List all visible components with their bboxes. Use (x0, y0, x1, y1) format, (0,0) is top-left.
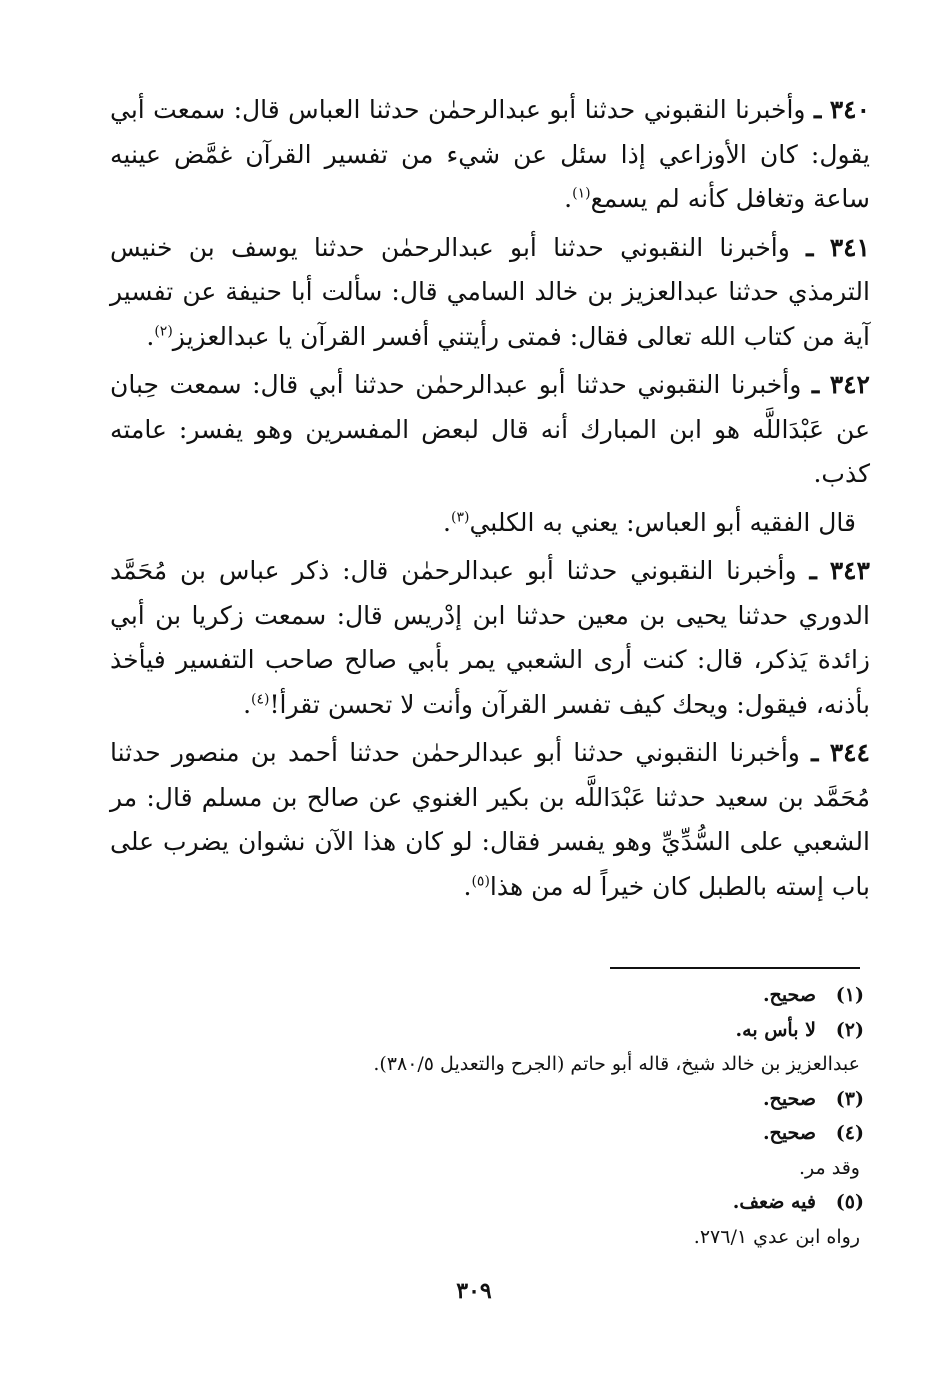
footnote-verdict: صحيح. (762, 984, 816, 1006)
footnote-note: وقد مر. (799, 1156, 860, 1179)
footnote-number: (٣) (835, 1087, 864, 1110)
footnote-ref[interactable]: (٥) (471, 873, 490, 890)
footnote-number: (٥) (835, 1191, 864, 1213)
paragraph-340: ٣٤٠ ـ وأخبرنا النقبوني حدثنا أبو عبدالرحمٰن حدثنا العباس قال: سمعت أبي يقول: كان الأوزاعي إذا سئل عن شيء من تفسير القرآن غمَّض عينيه ساعة وتغافل كأنه لم يسمع$^{(١)}$. (110, 95, 871, 213)
footnote-3 (110, 1082, 864, 1117)
paragraph-number: ٣٤٠ (829, 95, 871, 124)
footnote-separator (610, 967, 860, 969)
footnotes (110, 978, 864, 1254)
page-number: ٣٠٩ (456, 1278, 492, 1304)
footnote-1 (110, 978, 864, 1013)
footnote-ref[interactable]: (٤) (251, 691, 270, 708)
footnote-note: عبدالعزيز بن خالد شيخ، قاله أبو حاتم (الجرح والتعديل ٣٨٠/٥). (373, 1053, 860, 1075)
paragraph-number: ٣٤٤ (829, 738, 870, 767)
paragraph-number: ٣٤٣ (829, 556, 870, 585)
paragraph-341: ٣٤١ ـ وأخبرنا النقبوني حدثنا أبو عبدالرحمٰن حدثنا يوسف بن خنيس الترمذي حدثنا عبدالعزيز بن خالد السامي قال: سألت أبا حنيفة عن تفسير آية من كتاب الله تعالى فقال: فمتى رأيتني أفسر القرآن يا عبدالعزيز$^{(٢)}$. (110, 232, 870, 351)
footnote-5 (110, 1185, 864, 1220)
footnote-number: (٢) (835, 1018, 864, 1041)
paragraph-body: وأخبرنا النقبوني حدثنا أبو عبدالرحمٰن حدثنا أبي قال: سمعت حِبان عن عَبْدَاللَّه هو ابن المبارك أنه قال لبعض المفسرين وهو يفسر: عامته كذب. (110, 370, 870, 488)
paragraph-body: وأخبرنا النقبوني حدثنا أبو عبدالرحمٰن حدثنا العباس قال: سمعت أبي يقول: كان الأوزاعي إذا سئل عن شيء من تفسير القرآن غمَّض عينيه ساعة وتغافل كأنه لم يسمع (110, 95, 870, 213)
paragraph-number: ٣٤٢ (829, 370, 870, 399)
paragraph-343: ٣٤٣ ـ وأخبرنا النقبوني حدثنا أبو عبدالرحمٰن قال: ذكر عباس بن مُحَمَّد الدوري حدثنا يحيى بن معين حدثنا ابن إدْريس قال: سمعت زكريا بن أبي زائدة يَذكر، قال: كنت أرى الشعبي يمر بأبي صالح صاحب التفسير فيأخذ بأذنه، فيقول: ويحك كيف تفسر القرآن وأنت لا تحسن تقرأ!$^{(٤)}$. (110, 556, 870, 719)
paragraph-344: ٣٤٤ ـ وأخبرنا النقبوني حدثنا أبو عبدالرحمٰن حدثنا أحمد بن منصور حدثنا مُحَمَّد بن سعيد حدثنا عَبْدَاللَّه بن بكير الغنوي عن صالح بن مسلم قال: مر الشعبي على السُّدِّيِّ وهو يفسر فقال: لو كان هذا الآن نشوان يضرب على باب إسته بالطبل كان خيراً له من هذا$^{(٥)}$. (110, 738, 870, 901)
footnote-note: رواه ابن عدي ٢٧٦/١. (693, 1225, 860, 1248)
paragraph-number: ٣٤١ (829, 232, 870, 262)
footnote-number: (١) (835, 984, 864, 1006)
paragraph-body: وأخبرنا النقبوني حدثنا أبو عبدالرحمٰن حدثنا يوسف بن خنيس الترمذي حدثنا عبدالعزيز بن خالد السامي قال: سألت أبا حنيفة عن تفسير آية من كتاب الله تعالى فقال: فمتى رأيتني أفسر القرآن يا عبدالعزيز (110, 232, 870, 351)
paragraph-342: ٣٤٢ ـ وأخبرنا النقبوني حدثنا أبو عبدالرحمٰن حدثنا أبي قال: سمعت حِبان عن عَبْدَاللَّه هو ابن المبارك أنه قال لبعض المفسرين وهو يفسر: عامته كذب. (110, 370, 870, 488)
footnote-number: (٤) (835, 1122, 864, 1144)
footnote-verdict: فيه ضعف. (732, 1191, 816, 1213)
footnote-verdict: صحيح. (762, 1087, 816, 1110)
footnote-4 (110, 1116, 864, 1151)
paragraph-body: وأخبرنا النقبوني حدثنا أبو عبدالرحمٰن حدثنا أحمد بن منصور حدثنا مُحَمَّد بن سعيد حدثنا عَبْدَاللَّه بن بكير الغنوي عن صالح بن مسلم قال: مر الشعبي على السُّدِّيِّ وهو يفسر فقال: لو كان هذا الآن نشوان يضرب على باب إسته بالطبل كان خيراً له من هذا (110, 738, 870, 901)
footnote-verdict: صحيح. (762, 1122, 816, 1144)
footnote-ref[interactable]: (٢) (154, 323, 173, 340)
paragraph-body: وأخبرنا النقبوني حدثنا أبو عبدالرحمٰن قال: ذكر عباس بن مُحَمَّد الدوري حدثنا يحيى بن معين حدثنا ابن إدْريس قال: سمعت زكريا بن أبي زائدة يَذكر، قال: كنت أرى الشعبي يمر بأبي صالح صاحب التفسير فيأخذ بأذنه، فيقول: ويحك كيف تفسر القرآن وأنت لا تحسن تقرأ! (110, 556, 870, 719)
paragraph-body: قال الفقيه أبو العباس: يعني به الكلبي (469, 507, 856, 537)
footnote-verdict: لا بأس به. (735, 1018, 816, 1041)
footnote-ref[interactable]: (١) (572, 185, 591, 202)
footnote-ref[interactable]: (٣) (450, 509, 470, 526)
footnote-2 (110, 1013, 864, 1048)
paragraph-remark: قال الفقيه أبو العباس: يعني به الكلبي$^{(٣)}$. (443, 507, 856, 537)
main-text (110, 88, 870, 913)
